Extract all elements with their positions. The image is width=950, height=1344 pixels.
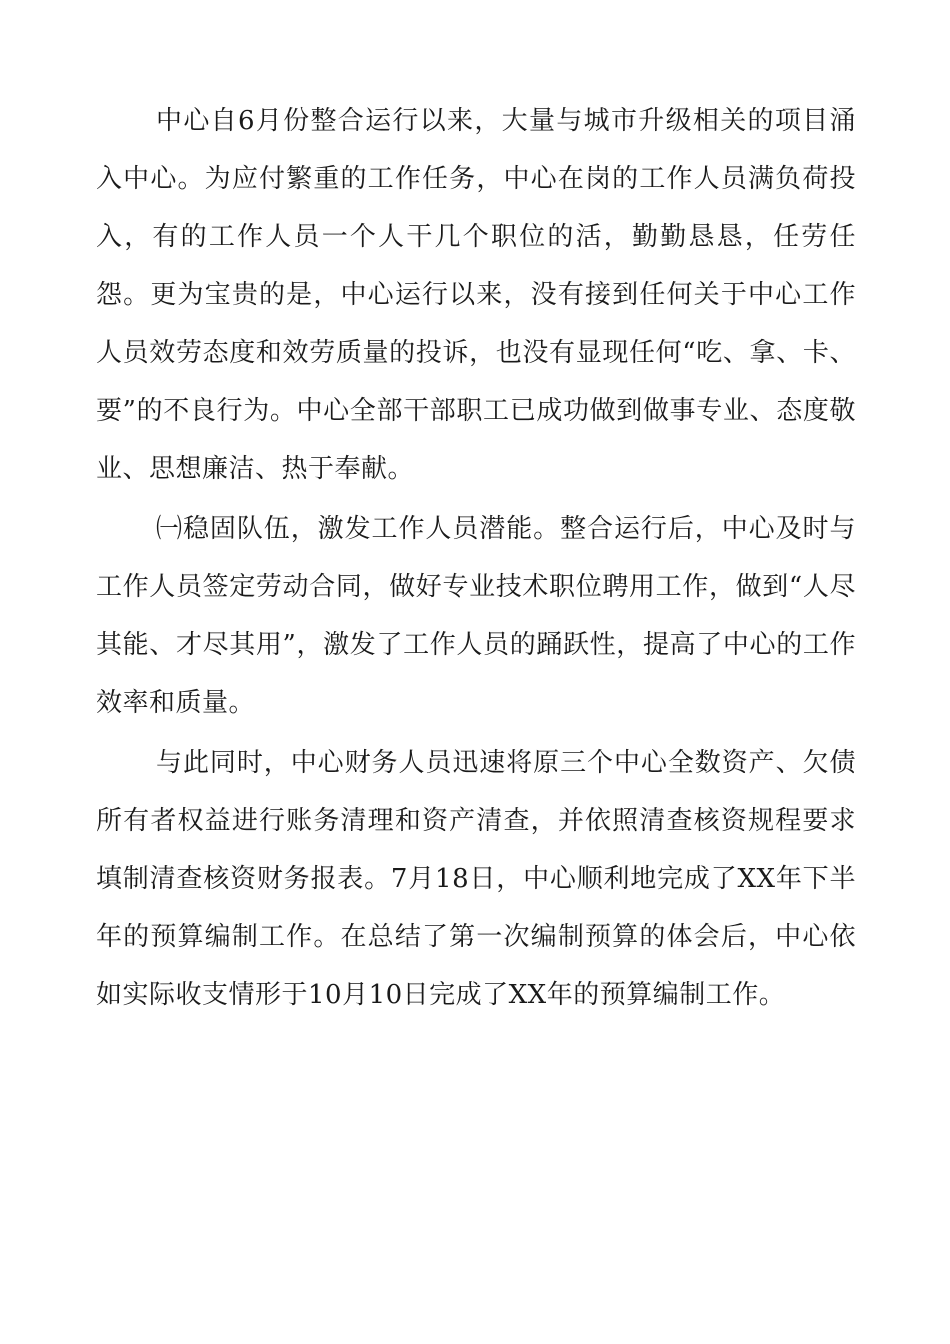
- paragraph-1: 中心自6月份整合运行以来，大量与城市升级相关的项目涌入中心。为应付繁重的工作任务，中心在岗的工作人员满负荷投入，有的工作人员一个人干几个职位的活，勤勤恳恳，任劳任怨。更为宝贵的是，中心运行以来，没有接到任何关于中心工作人员效劳态度和效劳质量的投诉，也没有显现任何“吃、拿、卡、要”的不良行为。中心全部干部职工已成功做到做事专业、态度敬业、思想廉洁、热于奉献。: [96, 106, 856, 484]
- paragraph-3: 与此同时，中心财务人员迅速将原三个中心全数资产、欠债所有者权益进行账务清理和资产清查，并依照清查核资规程要求填制清查核资财务报表。7月18日，中心顺利地完成了XX年下半年的预算编制工作。在总结了第一次编制预算的体会后，中心依如实际收支情形于10月10日完成了XX年的预算编制工作。: [96, 748, 856, 1010]
- paragraph-2: ㈠稳固队伍，激发工作人员潜能。整合运行后，中心及时与工作人员签定劳动合同，做好专业技术职位聘用工作，做到“人尽其能、才尽其用”，激发了工作人员的踊跃性，提高了中心的工作效率和质量。: [96, 514, 856, 718]
- document-body: [96, 92, 856, 1024]
